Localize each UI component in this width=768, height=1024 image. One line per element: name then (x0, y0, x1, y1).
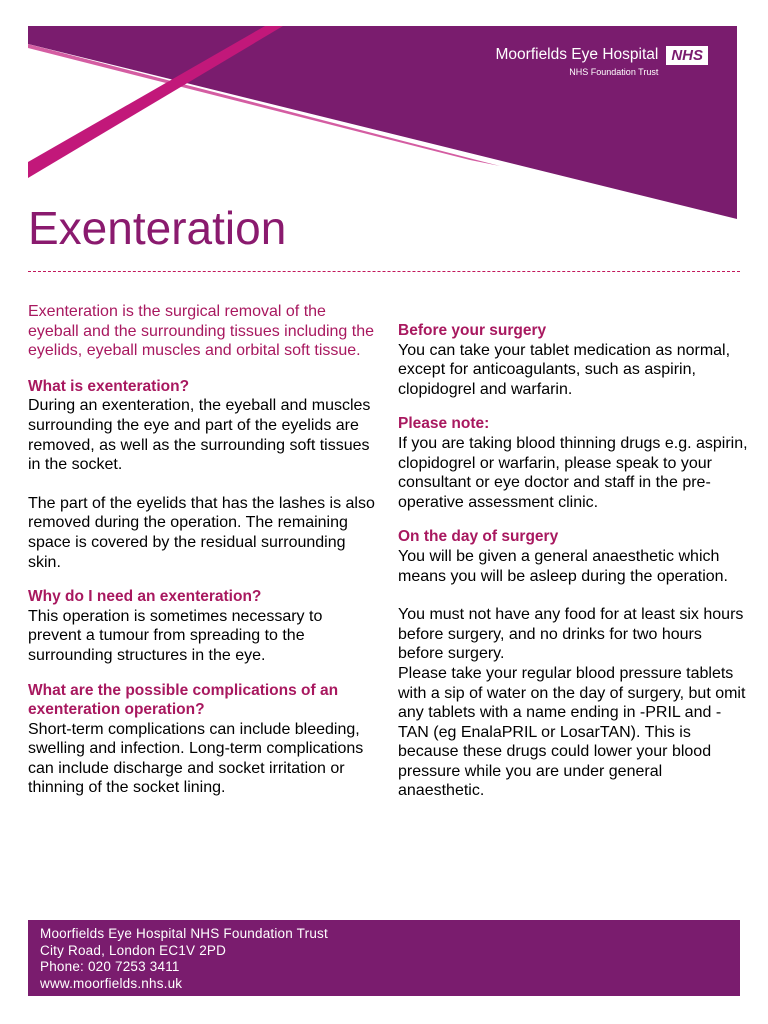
footer (28, 920, 740, 996)
footer-org: Moorfields Eye Hospital NHS Foundation Trust (40, 926, 328, 941)
heading-why: Why do I need an exenteration? (28, 588, 262, 606)
org-subtitle: NHS Foundation Trust (569, 67, 659, 77)
paragraph: You can take your tablet medication as normal, except for anticoagulants, such as aspirin, clopidogrel and warfarin. (398, 341, 731, 398)
paragraph: During an exenteration, the eyeball and muscles surrounding the eye and part of the eyelids are removed, as well as the surrounding soft tissues in the socket. (28, 397, 371, 474)
page-title: Exenteration (28, 202, 287, 254)
left-column (28, 302, 380, 798)
heading-what-is: What is exenteration? (28, 377, 190, 395)
paragraph: You must not have any food for at least six hours before surgery, and no drinks for two hours before surgery. (398, 606, 744, 663)
heading-complications: What are the possible complications of an exenteration operation? (28, 681, 339, 719)
heading-day-of-surgery: On the day of surgery (398, 528, 559, 546)
right-column (398, 321, 750, 801)
nhs-logo: NHS (666, 46, 708, 65)
paragraph: This operation is sometimes necessary to prevent a tumour from spreading to the surrounding structures in the eye. (28, 607, 323, 664)
title-divider (28, 271, 740, 272)
org-logo (496, 46, 709, 78)
footer-website: www.moorfields.nhs.uk (40, 975, 183, 991)
heading-before-surgery: Before your surgery (398, 322, 547, 339)
paragraph: Short-term complications can include bleeding, swelling and infection. Long-term complications can include discharge and socket irritation or thinning of the socket lining. (28, 720, 364, 797)
header-banner (0, 0, 768, 230)
paragraph: If you are taking blood thinning drugs e.g. aspirin, clopidogrel or warfarin, please speak to your consultant or eye doctor and staff in the pre-operative assessment clinic. (398, 434, 748, 511)
footer-phone: Phone: 020 7253 3411 (40, 959, 180, 974)
intro-paragraph: Exenteration is the surgical removal of the eyeball and the surrounding tissues including the eyelids, eyeball muscles and orbital soft tissue. (28, 303, 375, 360)
paragraph: You will be given a general anaesthetic which means you will be asleep during the operation. (398, 547, 728, 585)
footer-address: City Road, London EC1V 2PD (40, 942, 227, 958)
paragraph: Please take your regular blood pressure tablets with a sip of water on the day of surgery, but omit any tablets with a name ending in -PRIL and -TAN (eg EnalaPRIL or LosarTAN). This is because these drugs could lower your blood pressure while you are under general anaesthetic. (398, 664, 746, 800)
org-name: Moorfields Eye Hospital (495, 46, 659, 63)
paragraph: The part of the eyelids that has the lashes is also removed during the operation. The remaining space is covered by the residual surrounding skin. (28, 494, 375, 571)
heading-please-note: Please note: (398, 415, 490, 433)
